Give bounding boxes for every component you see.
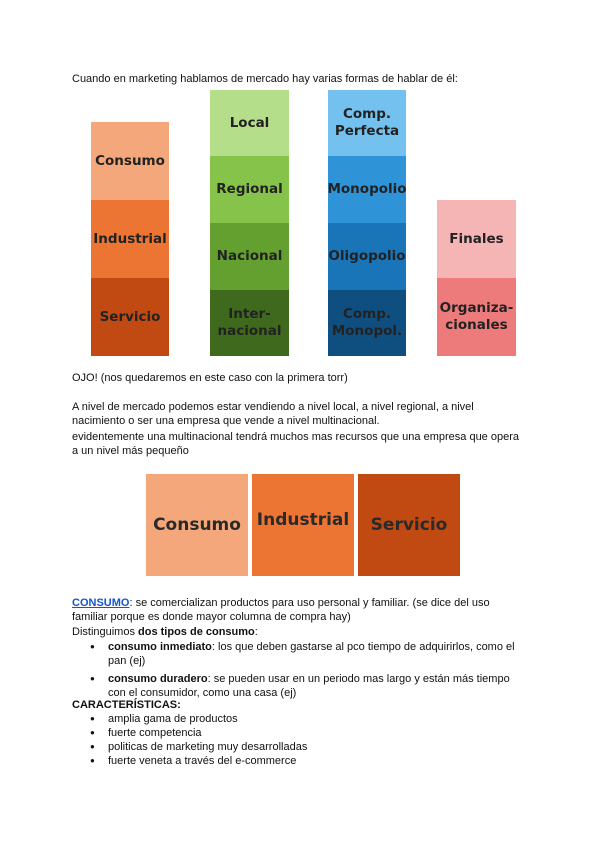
list-item: ● fuerte veneta a través del e-commerce (72, 754, 532, 768)
intro-text: Cuando en marketing hablamos de mercado hay varias formas de hablar de él: (72, 73, 458, 85)
caracteristicas-list (72, 712, 532, 768)
consumo-duradero-bold: consumo duradero (108, 673, 208, 685)
block-internacional: Inter- nacional (210, 290, 289, 356)
list-item: ● amplia gama de productos (72, 712, 532, 726)
list-item: ● politicas de marketing muy desarrolladas (72, 740, 532, 754)
block-comp-monopol: Comp. Monopol. (328, 290, 406, 356)
big-block-consumo: Consumo (146, 474, 248, 576)
block-nacional: Nacional (210, 223, 289, 290)
distinguimos-pre: Distinguimos (72, 626, 139, 638)
consumo-duradero-text: : se pueden usar en un periodo mas largo y están más tiempo (207, 673, 510, 685)
block-comp-perfecta: Comp. Perfecta (328, 90, 406, 156)
consumo-duradero-line-2: con el consumidor, como una casa (ej) (108, 687, 297, 699)
consumo-definition (72, 596, 490, 610)
big-block-industrial-label: Industrial (256, 510, 350, 530)
consumo-definition-text: : se comercializan productos para uso personal y familiar. (se dice del uso (129, 597, 490, 609)
paragraph-line-2: nacimiento o ser una empresa que vende a nivel multinacional. (72, 415, 380, 427)
caracteristicas-title: CARACTERÍSTICAS: (72, 699, 181, 711)
distinguimos-post: : (254, 626, 258, 638)
paragraph-line-3: evidentemente una multinacional tendrá muchos mas recursos que una empresa que opera (72, 431, 519, 443)
list-item: ● fuerte competencia (72, 726, 532, 740)
consumo-inmediato-line-2: pan (ej) (108, 655, 146, 667)
paragraph-line-1: A nivel de mercado podemos estar vendiendo a nivel local, a nivel regional, a nivel (72, 401, 474, 413)
big-block-industrial (252, 474, 354, 576)
ojo-note: OJO! (nos quedaremos en este caso con la primera torr) (72, 372, 348, 384)
block-monopolio: Monopolio (328, 156, 406, 223)
block-consumo: Consumo (91, 122, 169, 200)
consumo-types-list (72, 640, 532, 700)
distinguimos-line (72, 625, 258, 639)
block-finales: Finales (437, 200, 516, 278)
distinguimos-bold: dos tipos de consumo (138, 626, 255, 638)
block-industrial: Industrial (91, 200, 169, 278)
block-oligopolio: Oligopolio (328, 223, 406, 290)
paragraph-line-4: a un nivel más pequeño (72, 445, 189, 457)
block-regional: Regional (210, 156, 289, 223)
block-local: Local (210, 90, 289, 156)
consumo-link[interactable]: CONSUMO (72, 597, 130, 609)
block-servicio: Servicio (91, 278, 169, 356)
consumo-inmediato-text: : los que deben gastarse al pco tiempo de adquirirlos, como el (211, 641, 515, 653)
list-item-consumo-duradero (72, 672, 532, 700)
block-organizacionales: Organiza- cionales (437, 278, 516, 356)
list-item-consumo-inmediato (72, 640, 532, 668)
big-block-servicio: Servicio (358, 474, 460, 576)
consumo-definition-line-2: familiar porque es donde mayor columna de compra hay) (72, 611, 351, 623)
consumo-inmediato-bold: consumo inmediato (108, 641, 212, 653)
